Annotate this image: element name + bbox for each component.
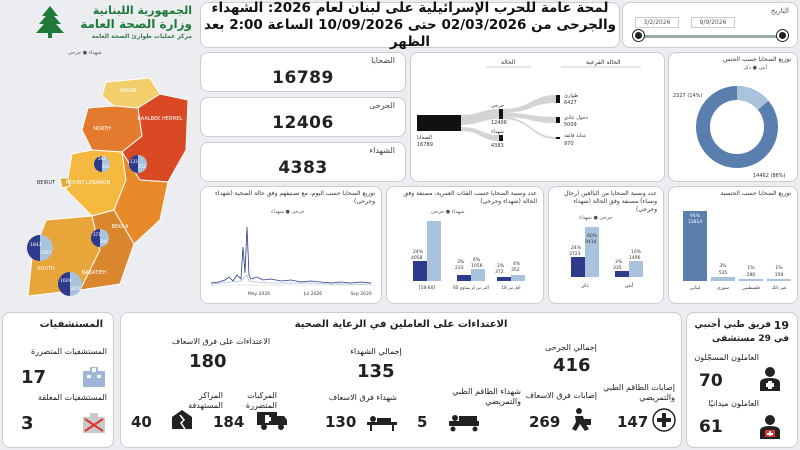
hospitals-closed-label: المستشفيات المغلقة	[37, 393, 107, 402]
adult-bar-chart	[549, 187, 665, 305]
age-chart-card	[386, 186, 544, 304]
foreign-teams-card	[686, 312, 798, 448]
time-chart-card	[200, 186, 382, 304]
nat-pct-2: 1%	[747, 266, 755, 271]
injured-card	[200, 97, 406, 137]
nat-pct-3: 1%	[775, 266, 783, 271]
nat-cat-3: غير ذلك	[771, 286, 787, 291]
gender-card	[668, 52, 798, 182]
total-injured-label: إجمالي الجرحى	[545, 343, 597, 352]
adult-pct-martyr-1: 3%	[615, 260, 623, 265]
total-martyrs-value: 135	[357, 361, 395, 382]
date-slider-start-handle[interactable]	[633, 30, 644, 41]
nat-bar-other	[767, 279, 791, 281]
age-bar-martyrs-0	[413, 261, 427, 281]
nat-cat-0: لبناني	[689, 286, 701, 291]
nationality-bar-chart	[669, 187, 799, 305]
age-val-0: 4058	[411, 256, 423, 261]
closed-hospital-icon	[81, 411, 107, 435]
sankey-injured-label: جرحى	[491, 103, 505, 109]
sankey-node-icu	[556, 137, 560, 139]
map-label-beirut: BEIRUT	[36, 180, 56, 186]
medical-injured-label: إصابات الطاقم الطبي والتمريضي	[603, 383, 675, 402]
adult-bar-martyrs-female	[615, 271, 629, 277]
hospitals-damaged-label: المستشفيات المتضررة	[30, 347, 107, 356]
age-pct-1: 3%	[457, 260, 465, 265]
foreign-teams-count: 19	[773, 319, 789, 332]
date-slider-end-handle[interactable]	[777, 30, 788, 41]
nat-cat-2: فلسطيني	[742, 286, 760, 291]
nat-val-0: 15814	[687, 220, 703, 225]
time-tick-may: May 2026	[247, 292, 271, 297]
adult-pct-injured-0: 60%	[587, 234, 598, 239]
hospitals-card	[2, 312, 114, 448]
age-val-1: 233	[455, 266, 464, 271]
svg-text:1609: 1609	[60, 279, 72, 284]
date-slider-track[interactable]	[637, 35, 783, 38]
logo-ministry: وزارة الصحة العامة	[80, 17, 192, 31]
field-medic-icon	[757, 413, 783, 441]
attacks-card	[120, 312, 682, 448]
field-label: العاملون ميدانيًا	[708, 399, 759, 408]
age-pct-0: 24%	[413, 250, 424, 255]
martyrs-value: 4383	[278, 158, 328, 178]
sankey-sub-1-label: دخول عادي	[564, 115, 588, 121]
sankey-martyrs-label: شهداء	[491, 129, 504, 135]
adult-bar-injured-female	[629, 261, 643, 277]
age-chart-legend: شهداء ● جرحى	[431, 209, 465, 215]
centers-label: المراكز المستهدفة	[188, 391, 223, 410]
map-legend: شهداء ● جرحى	[68, 50, 102, 56]
nat-bar-palestinian	[739, 279, 763, 281]
age-pct-2b: 4%	[513, 262, 521, 267]
bubble-south	[27, 235, 53, 261]
foreign-teams-title: فريق طبي أجنبي	[694, 320, 771, 330]
nat-pct-0: 94%	[689, 214, 701, 219]
date-end-field[interactable]: 9/9/2026	[691, 17, 735, 28]
bubble-nabatieh	[58, 272, 82, 296]
age-bar-injured-2	[511, 275, 525, 281]
page-title: لمحة عامة للحرب الإسرائيلية على لبنان لعام 2026: الشهداء والجرحى من 02/03/2026 حتى 10/09/2026 الساعة 2:00 بعد الظهر	[204, 0, 616, 50]
gender-donut	[669, 53, 799, 183]
time-chart-legend: جرحى ● شهداء	[271, 209, 305, 215]
stretcher-icon	[365, 413, 399, 433]
donut-female-label: 2327 (14%)	[673, 93, 703, 99]
sankey-node-regular	[556, 117, 560, 123]
ems-martyrs-label: شهداء فرق الاسعاف	[328, 393, 397, 402]
victims-card	[200, 52, 406, 92]
ministry-logo	[28, 2, 196, 44]
map-label-bekaa: BEKAA	[111, 224, 129, 230]
time-tick-jul: Jul 2026	[303, 292, 323, 297]
nat-val-2: 280	[746, 273, 756, 278]
registered-label: العاملون المسجّلون	[694, 353, 759, 362]
registered-value: 70	[699, 371, 723, 391]
hospitals-closed-value: 3	[21, 413, 34, 434]
nat-cat-1: سوري	[717, 286, 729, 291]
sankey-martyrs-value: 4383	[491, 143, 504, 149]
adult-pct-martyr-0: 24%	[571, 246, 582, 251]
adult-bar-martyrs-male	[571, 257, 585, 277]
map-label-nabatieh: NABATIEH	[81, 270, 107, 276]
nationality-title: توزيع الضحايا حسب الجنسية	[720, 190, 791, 197]
centers-value: 40	[131, 413, 152, 431]
bubble-north	[94, 156, 110, 172]
svg-text:352: 352	[138, 164, 146, 169]
sankey-node-emergency	[556, 95, 560, 103]
donut-male-label: 14462 (86%)	[753, 173, 786, 179]
svg-text:340: 340	[100, 239, 108, 244]
sankey-sub-0-label: طوارئ	[564, 93, 579, 99]
ems-martyrs-value: 130	[325, 413, 357, 431]
hospitals-title: المستشفيات	[39, 319, 103, 330]
ems-injured-label: إصابات فرق الاسعاف	[525, 391, 597, 400]
svg-text:923: 923	[102, 164, 110, 169]
medical-injured-value: 147	[617, 413, 649, 431]
adult-chart-legend: جرحى ● شهداء	[579, 215, 613, 221]
adult-val-injured-1: 1496	[629, 256, 641, 261]
injured-responder-icon	[567, 407, 593, 433]
svg-text:3367: 3367	[40, 251, 52, 256]
bubble-baalbek	[129, 155, 147, 173]
adult-pct-injured-1: 10%	[631, 250, 642, 255]
sankey-sub-1-value: 5009	[564, 122, 577, 128]
field-value: 61	[699, 417, 723, 437]
injured-value: 12406	[272, 113, 334, 133]
svg-text:3450: 3450	[70, 287, 82, 292]
hospital-bed-icon	[447, 411, 481, 433]
age-pct-2: 2%	[497, 264, 505, 269]
age-bar-injured-0	[427, 221, 441, 281]
age-val-1b: 1056	[471, 264, 483, 269]
title-card	[200, 2, 620, 48]
age-bar-martyrs-2	[497, 277, 511, 281]
date-filter-label: التاريخ	[770, 7, 789, 15]
sankey-injured-value: 12406	[491, 120, 507, 126]
map-label-north: NORTH	[93, 126, 111, 132]
nat-val-1: 535	[718, 271, 728, 276]
svg-text:1843: 1843	[30, 243, 42, 248]
sankey-node-martyrs	[499, 135, 503, 141]
sankey-card	[410, 52, 665, 182]
nat-pct-1: 3%	[719, 264, 727, 269]
hospitals-damaged-value: 17	[21, 367, 47, 388]
sankey-total-label: الضحايا	[417, 135, 432, 141]
adult-val-injured-0: 9414	[585, 240, 597, 245]
map-label-mount: MOUNT LEBANON	[65, 180, 111, 186]
age-chart-title: عدد ونسبة الضحايا حسب الفئات العمرية، مصنفة وفق الحالة (شهداء وجرحى)	[403, 190, 537, 205]
gender-legend: أنثى ● ذكر	[743, 65, 767, 71]
ems-injured-value: 269	[529, 413, 561, 431]
injured-medic-icon	[651, 407, 677, 433]
age-cat-0: [18-60]	[418, 286, 436, 291]
victims-label: الضحايا	[371, 56, 395, 65]
team-attacks-value: 180	[189, 351, 227, 372]
svg-text:133: 133	[130, 159, 138, 164]
adult-chart-card	[548, 186, 664, 304]
gender-title: توزيع الضحايا حسب الجنس	[723, 56, 791, 63]
vehicles-label: المركبات المتضررة	[245, 391, 277, 410]
sankey-node-injured	[499, 109, 503, 119]
martyrs-label: الشهداء	[369, 146, 395, 155]
age-bar-martyrs-1	[457, 275, 471, 281]
bubble-bekaa	[91, 229, 109, 247]
martyrs-card	[200, 142, 406, 182]
logo-republic: الجمهورية اللبنانية	[92, 4, 192, 17]
age-pct-1b: 6%	[473, 258, 481, 263]
adult-cat-0: ذكر	[581, 283, 589, 289]
sankey-chart	[411, 53, 666, 183]
svg-text:371: 371	[93, 232, 101, 237]
adult-val-martyr-0: 3723	[569, 252, 581, 257]
age-cat-2: أقل من 18	[501, 285, 521, 290]
injured-label: الجرحى	[369, 101, 395, 110]
damaged-center-icon	[169, 407, 195, 431]
time-tick-sep: Sep 2026	[350, 292, 372, 297]
time-series-chart	[201, 187, 383, 305]
nat-val-3: 159	[774, 273, 784, 278]
doctor-icon	[757, 365, 783, 393]
sankey-node-total	[417, 115, 461, 131]
team-attacks-label: الاعتداءات على فرق الاسعاف	[171, 337, 271, 346]
age-val-2: 372	[495, 270, 504, 275]
nat-bar-syrian	[711, 277, 735, 281]
foreign-teams-subtitle: في 29 مستشفى	[712, 334, 789, 344]
lebanon-map	[10, 60, 196, 306]
medical-martyrs-label: شهداء الطاقم الطبي والتمريضي	[452, 387, 521, 406]
time-chart-title: توزيع الضحايا حسب اليوم، مع تصنيفهم وفق حالة الضحية (شهداء وجرحى)	[214, 190, 375, 205]
date-filter[interactable]	[622, 2, 798, 48]
adult-chart-title: عدد ونسبة الضحايا من البالغين (رجال ونساء) مصنفة وفق الحالة (شهداء وجرحى)	[564, 190, 657, 213]
age-cat-1: أكبر من أو يساوي 60	[453, 285, 489, 290]
adult-cat-1: أنثى	[624, 283, 634, 289]
sankey-sub-2-value: 970	[564, 141, 574, 147]
sankey-total-value: 16789	[417, 142, 433, 148]
sankey-sub-0-value: 6427	[564, 100, 577, 106]
cedar-emblem-icon	[30, 4, 70, 40]
svg-text:283: 283	[98, 156, 106, 161]
nationality-card	[668, 186, 798, 304]
series-injured-line	[211, 227, 371, 283]
sankey-sub-2-label: عناية فائقة	[564, 133, 587, 139]
sankey-sub-header: الحالة الفرعية	[586, 59, 621, 66]
adult-val-martyr-1: 335	[613, 266, 622, 271]
ambulance-icon	[255, 407, 289, 431]
sankey-status-header: الحالة	[501, 59, 516, 66]
date-start-field[interactable]: 3/2/2026	[635, 17, 679, 28]
vehicles-value: 184	[213, 413, 245, 431]
hospital-building-icon	[81, 365, 107, 389]
age-bar-chart	[387, 187, 545, 305]
attacks-title: الاعتداءات على العاملين في الرعاية الصحية	[294, 319, 508, 330]
total-injured-value: 416	[553, 355, 591, 376]
map-label-akkar: AKKAR	[119, 88, 137, 94]
map-label-south: SOUTH	[37, 266, 55, 272]
total-martyrs-label: إجمالي الشهداء	[350, 347, 402, 356]
medical-martyrs-value: 5	[417, 413, 428, 431]
map-label-baalbek: BAALBEK HERMEL	[137, 116, 183, 122]
victims-value: 16789	[272, 68, 334, 88]
age-bar-injured-1	[471, 269, 485, 281]
age-val-2b: 352	[511, 268, 520, 273]
logo-center: مركز عمليات طوارئ الصحة العامة	[91, 33, 192, 40]
